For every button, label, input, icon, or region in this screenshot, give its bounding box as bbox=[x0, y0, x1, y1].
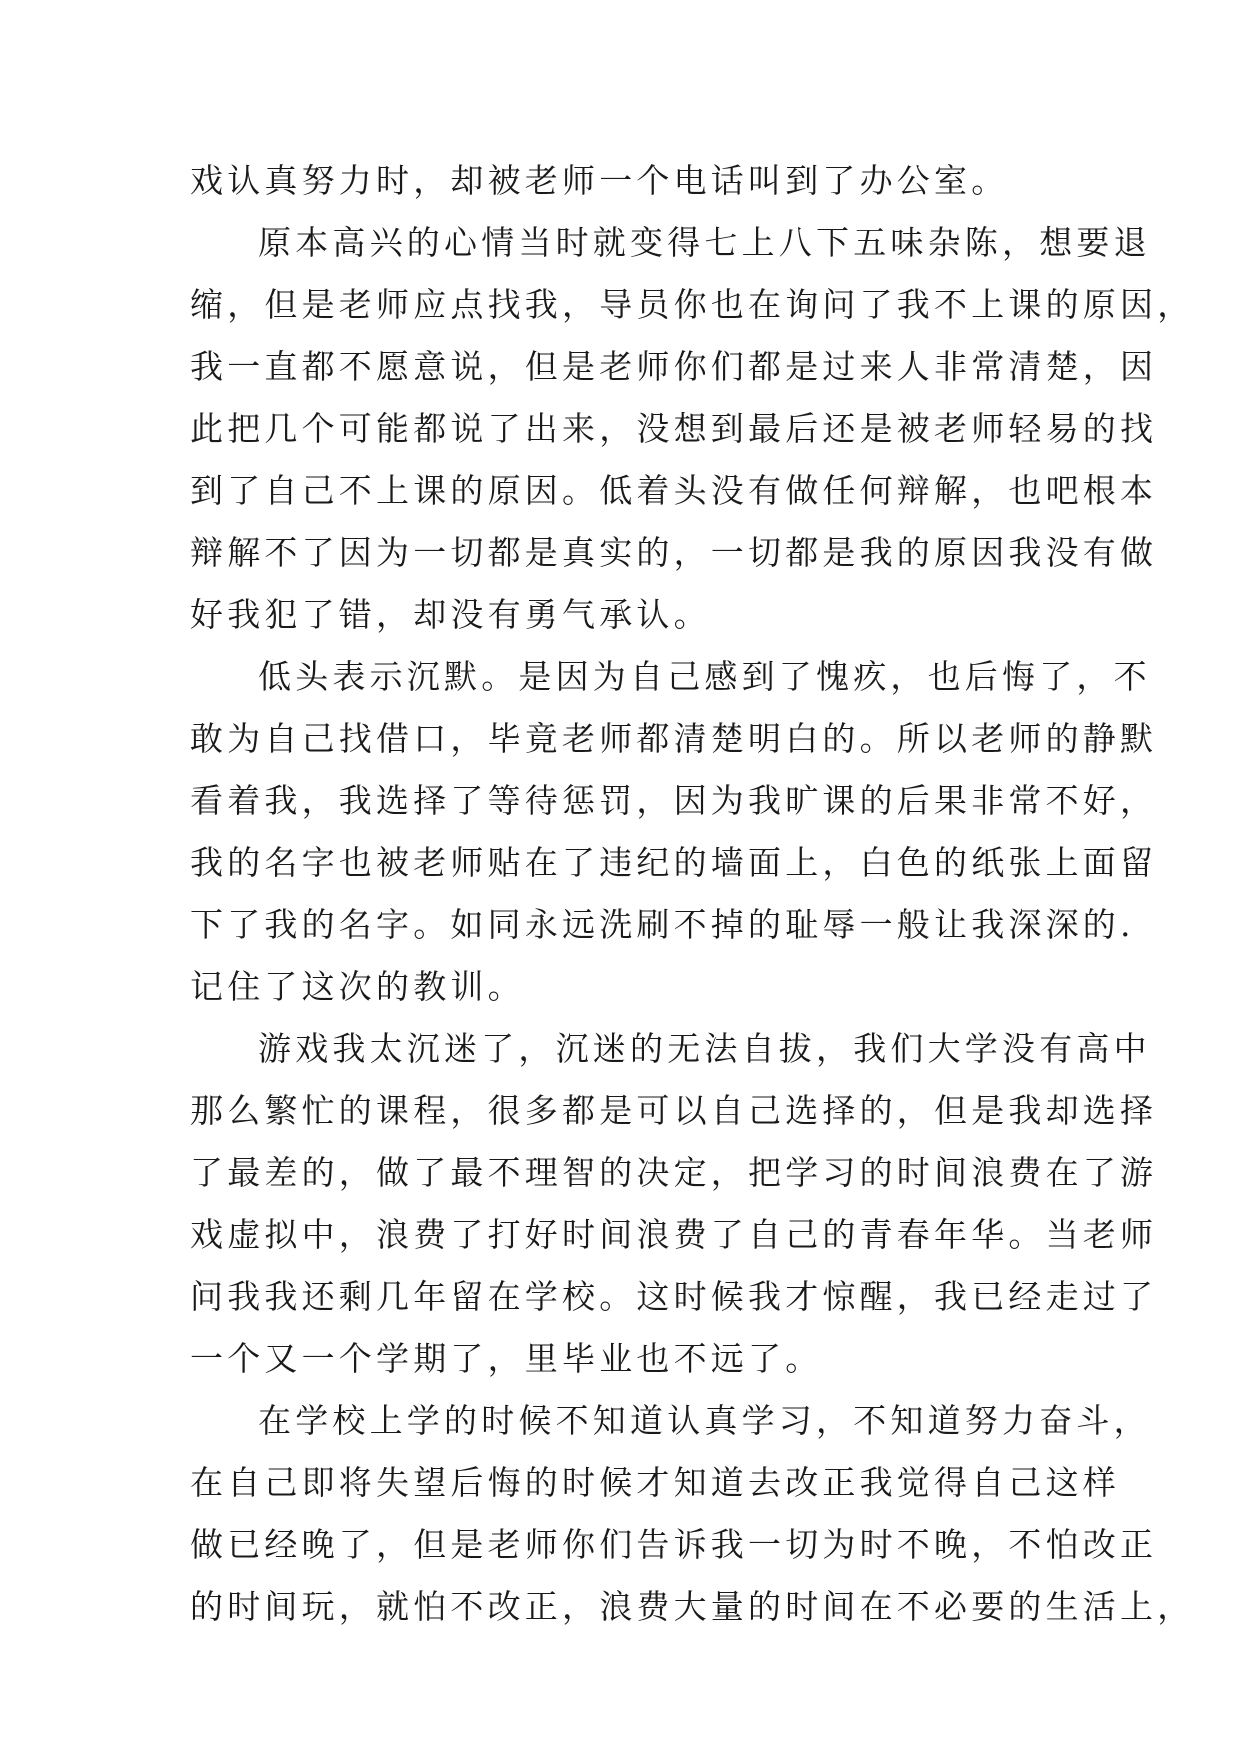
text-line: 在自己即将失望后悔的时候才知道去改正我觉得自己这样 bbox=[190, 1463, 1120, 1502]
text-line: 缩，但是老师应点找我，导员你也在询问了我不上课的原因， bbox=[190, 285, 1195, 324]
paragraph-start-line: 低头表示沉默。是因为自己感到了愧疚，也后悔了，不 bbox=[258, 657, 1151, 696]
text-line: 下了我的名字。如同永远洗刷不掉的耻辱一般让我深深的. bbox=[190, 905, 1135, 944]
text-line: 了最差的，做了最不理智的决定，把学习的时间浪费在了游 bbox=[190, 1153, 1158, 1192]
paragraph-start-line: 游戏我太沉迷了，沉迷的无法自拔，我们大学没有高中 bbox=[258, 1029, 1151, 1068]
text-line: 记住了这次的教训。 bbox=[190, 967, 525, 1006]
text-line: 我的名字也被老师贴在了违纪的墙面上，白色的纸张上面留 bbox=[190, 843, 1158, 882]
text-line: 看着我，我选择了等待惩罚，因为我旷课的后果非常不好， bbox=[190, 781, 1158, 820]
text-line: 我一直都不愿意说，但是老师你们都是过来人非常清楚，因 bbox=[190, 347, 1158, 386]
text-line: 的时间玩，就怕不改正，浪费大量的时间在不必要的生活上， bbox=[190, 1587, 1195, 1626]
document-body bbox=[190, 150, 1195, 1638]
text-line: 到了自己不上课的原因。低着头没有做任何辩解，也吧根本 bbox=[190, 471, 1158, 510]
text-line: 好我犯了错，却没有勇气承认。 bbox=[190, 595, 711, 634]
text-line: 做已经晚了，但是老师你们告诉我一切为时不晚，不怕改正 bbox=[190, 1525, 1158, 1564]
text-line: 一个又一个学期了，里毕业也不远了。 bbox=[190, 1339, 823, 1378]
text-line: 问我我还剩几年留在学校。这时候我才惊醒，我已经走过了 bbox=[190, 1277, 1158, 1316]
paragraph-start-line: 原本高兴的心情当时就变得七上八下五味杂陈，想要退 bbox=[258, 223, 1151, 262]
paragraph-start-line: 在学校上学的时候不知道认真学习，不知道努力奋斗， bbox=[258, 1401, 1151, 1440]
text-line: 辩解不了因为一切都是真实的，一切都是我的原因我没有做 bbox=[190, 533, 1158, 572]
text-line: 敢为自己找借口，毕竟老师都清楚明白的。所以老师的静默 bbox=[190, 719, 1158, 758]
text-line: 此把几个可能都说了出来，没想到最后还是被老师轻易的找 bbox=[190, 409, 1158, 448]
text-line: 那么繁忙的课程，很多都是可以自己选择的，但是我却选择 bbox=[190, 1091, 1158, 1130]
text-line: 戏认真努力时，却被老师一个电话叫到了办公室。 bbox=[190, 161, 1009, 200]
text-line: 戏虚拟中，浪费了打好时间浪费了自己的青春年华。当老师 bbox=[190, 1215, 1158, 1254]
